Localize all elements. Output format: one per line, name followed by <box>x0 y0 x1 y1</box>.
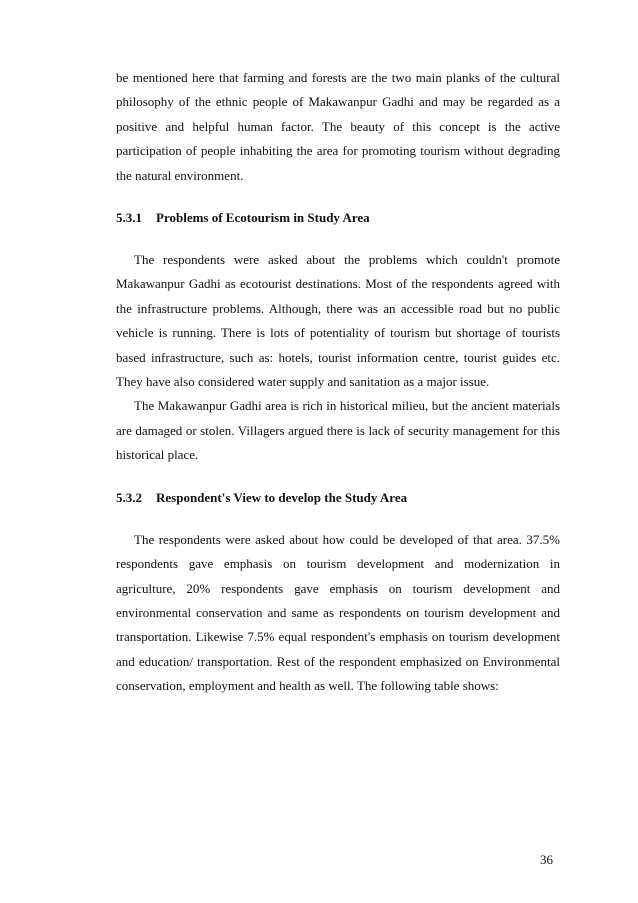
problems-paragraph-2: The Makawanpur Gadhi area is rich in historical milieu, but the ancient materials are damaged or stolen. Villagers argued there is lack of security management for this historical place. <box>116 398 560 463</box>
problems-paragraph-1: The respondents were asked about the problems which couldn't promote Makawanpur Gadhi as ecotourist destinations. Most of the respondents agreed with the infrastructure problems. Although, there was an accessible road but no public vehicle is running. There is lots of potentiality of tourism but shortage of tourists based infrastructure, such as: hotels, tourist information centre, tourist guides etc. They have also considered water supply and sanitation as a major issue. <box>116 252 560 390</box>
section-title: Problems of Ecotourism in Study Area <box>156 210 370 226</box>
section-heading-5-3-2 <box>116 486 560 510</box>
intro-paragraph: be mentioned here that farming and forests are the two main planks of the cultural philosophy of the ethnic people of Makawanpur Gadhi and may be regarded as a positive and helpful human factor. The beauty of this concept is the active participation of people inhabiting the area for promoting tourism without degrading the natural environment. <box>116 70 560 183</box>
section-title: Respondent's View to develop the Study Area <box>156 489 408 505</box>
respondents-view-paragraph: The respondents were asked about how could be developed of that area. 37.5% respondents gave emphasis on tourism development and modernization in agriculture, 20% respondents gave emphasis on tourism development and environmental conservation and same as respondents on tourism development and transportation. Likewise 7.5% equal respondent's emphasis on tourism development and education/ transportation. Rest of the respondent emphasized on Environmental conservation, employment and health as well. The following table shows: <box>116 531 560 694</box>
document-page <box>116 66 560 699</box>
page-number: 36 <box>540 852 553 867</box>
section-number: 5.3.2 <box>116 489 142 505</box>
section-heading-5-3-1 <box>116 206 560 230</box>
section-number: 5.3.1 <box>116 210 142 226</box>
